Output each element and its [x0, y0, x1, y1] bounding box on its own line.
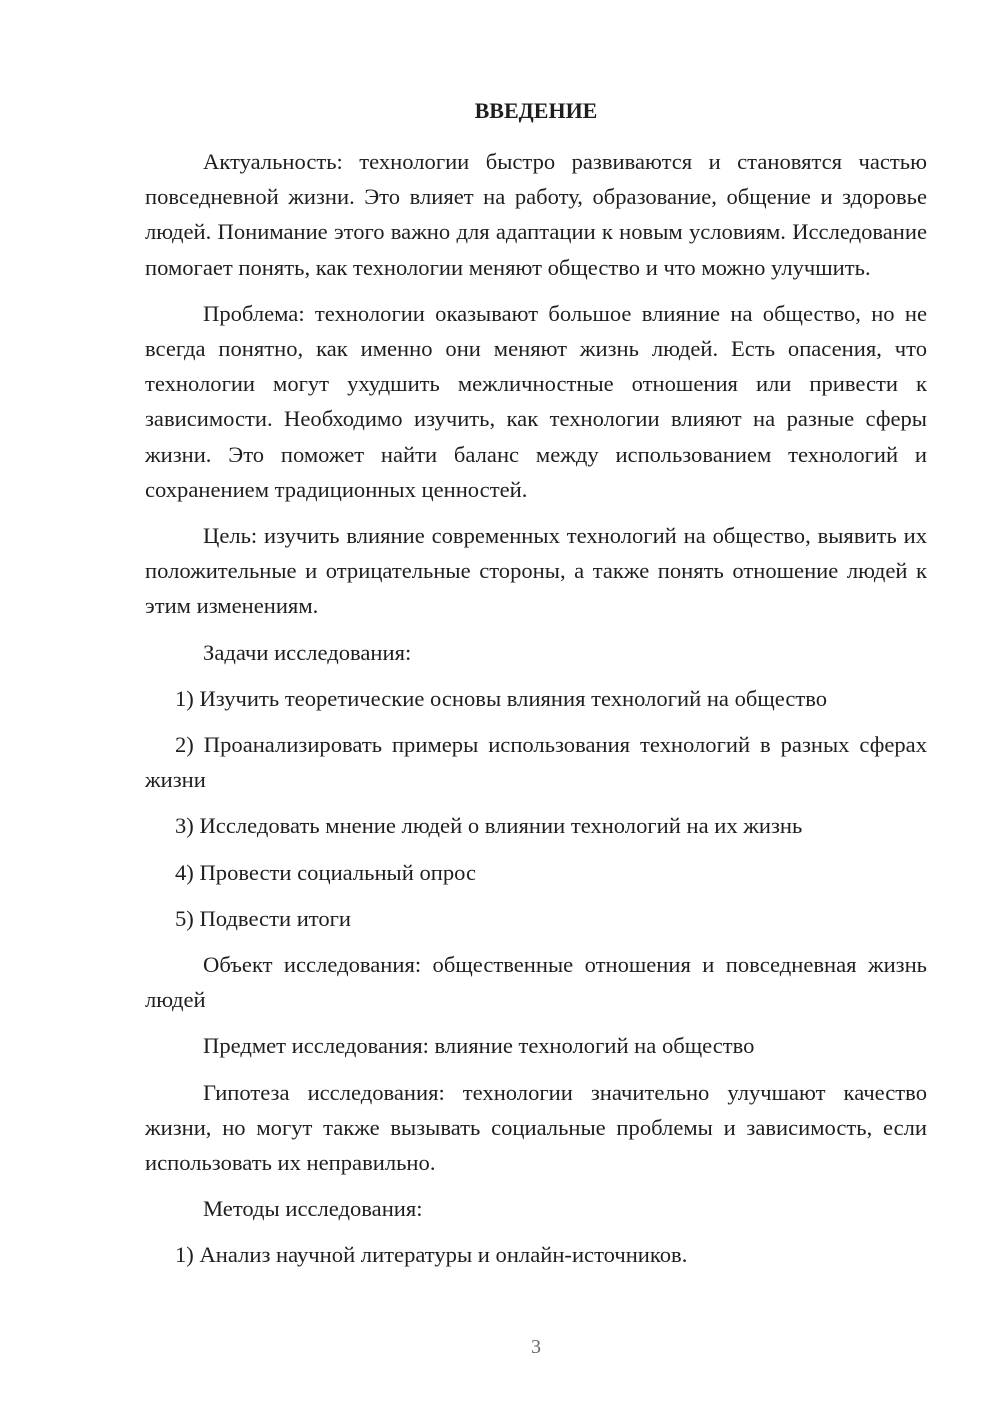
task-item: 4) Провести социальный опрос — [175, 859, 477, 885]
tasks-title: Задачи исследования: — [203, 639, 412, 665]
object-paragraph: Объект исследования: общественные отношения и повседневная жизнь людей — [145, 952, 927, 1013]
task-item: 3) Исследовать мнение людей о влиянии технологий на их жизнь — [175, 813, 803, 839]
hypothesis-paragraph: Гипотеза исследования: технологии значительно улучшают качество жизни, но могут также вызывать социальные проблемы и зависимость, если использовать их неправильно. — [145, 1079, 927, 1176]
section-heading: ВВЕДЕНИЕ — [474, 98, 598, 123]
goal-paragraph: Цель: изучить влияние современных технологий на общество, выявить их положительные и отрицательные стороны, а также понять отношение людей к этим изменениям. — [145, 523, 927, 619]
relevance-paragraph: Актуальность: технологии быстро развиваются и становятся частью повседневной жизни. Это влияет на работу, образование, общение и здоровье людей. Понимание этого важно для адаптации к новым условиям. Исследование помогает понять, как технологии меняют общество и что можно улучшить. — [145, 149, 927, 280]
task-item: 2) Проанализировать примеры использования технологий в разных сферах жизни — [145, 732, 927, 793]
method-item: 1) Анализ научной литературы и онлайн-источников. — [175, 1242, 688, 1268]
task-item: 1) Изучить теоретические основы влияния технологий на общество — [175, 685, 828, 711]
subject-paragraph: Предмет исследования: влияние технологий на общество — [203, 1033, 755, 1059]
task-item: 5) Подвести итоги — [175, 905, 352, 931]
page-body — [145, 144, 927, 1284]
problem-paragraph: Проблема: технологии оказывают большое влияние на общество, но не всегда понятно, как именно они меняют жизнь людей. Есть опасения, что технологии могут ухудшить межличностные отношения или привести к зависимости. Необходимо изучить, как технологии влияют на разные сферы жизни. Это поможет найти баланс между использованием технологий и сохранением традиционных ценностей. — [145, 300, 927, 502]
page-number: 3 — [531, 1336, 541, 1358]
methods-title: Методы исследования: — [203, 1196, 423, 1222]
